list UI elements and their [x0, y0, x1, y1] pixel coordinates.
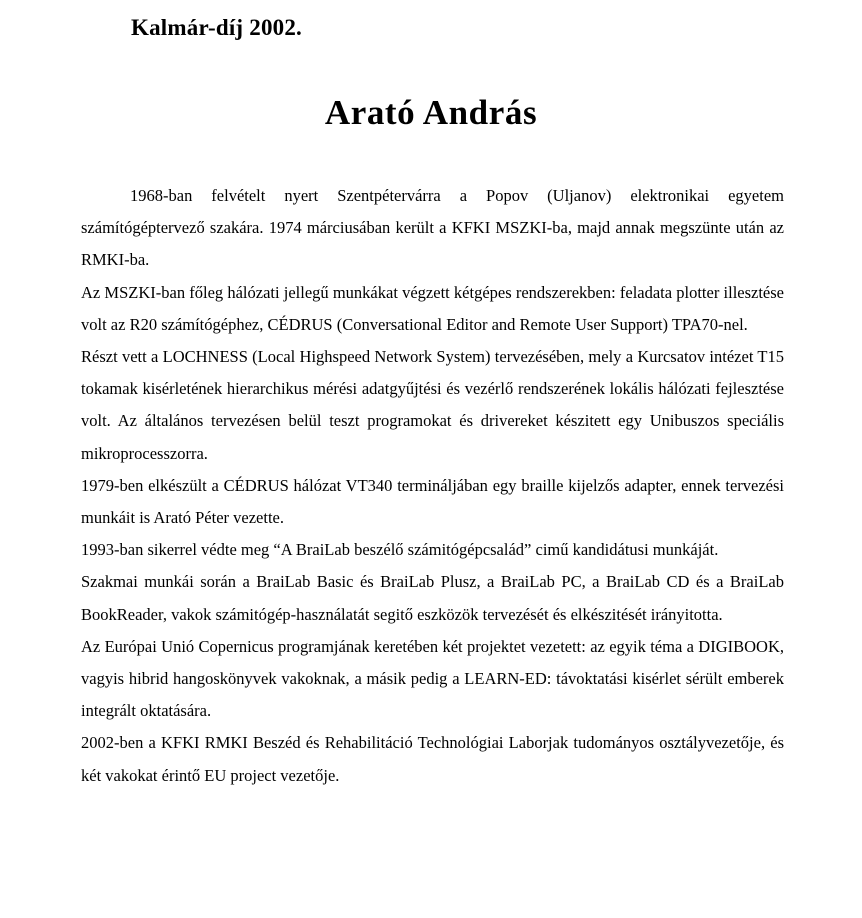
person-name: Arató András: [324, 93, 538, 132]
bio-paragraph-mszki: Az MSZKI-ban főleg hálózati jellegű munkákat végzett kétgépes rendszerekben: feladata plotter illesztése volt az R20 számítógéphez, CÉDRUS (Conversational Editor and Remote User Support) TPA70-nel.: [81, 282, 784, 334]
bio-paragraph-lochness: Részt vett a LOCHNESS (Local Highspeed Network System) tervezésében, mely a Kurcsatov intézet T15 tokamak kisérletének hierarchikus mérési adatgyűjtési és vezérlő rendszerének lokális hálózati fejlesztése volt. Az általános tervezésen belül teszt programokat és drivereket készitett egy Unibuszos speciális mikroprocesszorra.: [81, 347, 784, 463]
bio-paragraph-cedrus-braille: 1979-ben elkészült a CÉDRUS hálózat VT340 termináljában egy braille kijelzős adapter, ennek tervezési munkáit is Arató Péter vezette.: [81, 475, 784, 528]
bio-paragraph-2002-position: 2002-ben a KFKI RMKI Beszéd és Rehabilitáció Technológiai Laborjak tudományos osztályvezetője, és két vakokat érintő EU project vezetője.: [81, 733, 784, 785]
bio-paragraph-candidate-thesis: 1993-ban sikerrel védte meg “A BraiLab beszélő számitógépcsalád” cimű kandidátusi munkáját.: [81, 540, 719, 560]
bio-paragraph-brailab: Szakmai munkái során a BraiLab Basic és BraiLab Plusz, a BraiLab PC, a BraiLab CD és a BraiLab BookReader, vakok számitógép-használatát segitő eszközök tervezését és elkészitését irányitotta.: [81, 572, 784, 624]
bio-paragraph-education: 1968-ban felvételt nyert Szentpétervárra a Popov (Uljanov) elektronikai egyetem számítógéptervező szakára. 1974 márciusában került a KFKI MSZKI-ba, majd annak megszünte után az RMKI-ba.: [81, 186, 784, 270]
award-title: Kalmár-díj 2002.: [131, 15, 302, 40]
biography: [81, 180, 784, 792]
bio-paragraph-copernicus: Az Európai Unió Copernicus programjának keretében két projektet vezetett: az egyik téma a DIGIBOOK, vagyis hibrid hangoskönyvek vakoknak, a másik pedig a LEARN-ED: távoktatási kisérlet sérült emberek integrált oktatására.: [81, 636, 784, 721]
